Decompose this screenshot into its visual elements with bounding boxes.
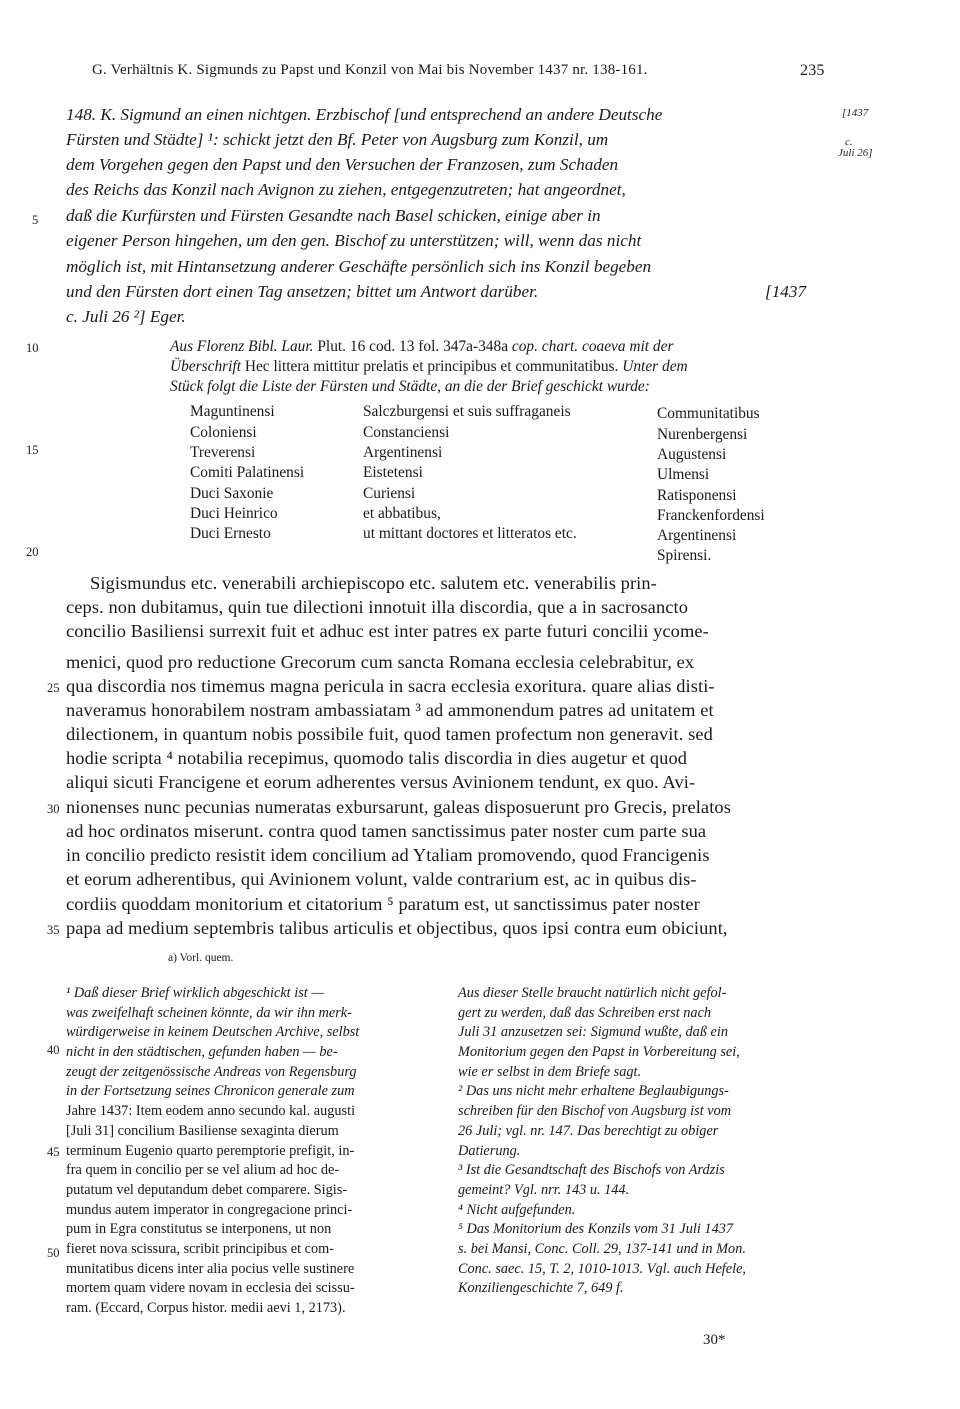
recipient: Maguntinensi [190, 403, 275, 420]
running-title: G. Verhältnis K. Sigmunds zu Papst und Konzil von Mai bis November 1437 nr. 138-161. [92, 62, 648, 78]
footnote-line: ² Das uns nicht mehr erhaltene Beglaubigungs- [458, 1083, 729, 1099]
line-number-35: 35 [47, 923, 60, 937]
footnote-line: ³ Ist die Gesandtschaft des Bischofs von Ardzis [458, 1162, 725, 1178]
footnote-line: Aus dieser Stelle braucht natürlich nicht gefol- [458, 985, 727, 1001]
line-number-50: 50 [47, 1246, 60, 1260]
recipient: Duci Heinrico [190, 505, 278, 522]
recipient: Augustensi [657, 446, 727, 463]
page-number: 235 [800, 62, 825, 79]
footnote-line: Jahre 1437: Item eodem anno secundo kal. augusti [66, 1103, 356, 1119]
footnote-line: Conc. saec. 15, T. 2, 1010-1013. Vgl. auch Hefele, [458, 1261, 747, 1277]
footnote-line: ram. (Eccard, Corpus histor. medii aevi 1, 2173). [66, 1300, 346, 1316]
regest-line: dem Vorgehen gegen den Papst und den Versuchen der Franzosen, zum Schaden [66, 155, 619, 174]
footnote-line: Datierung. [458, 1143, 521, 1159]
line-number-40: 40 [47, 1043, 60, 1057]
footnote-line: in der Fortsetzung seines Chronicon generale zum [66, 1083, 355, 1099]
margin-date-circa: c. [845, 136, 853, 148]
recipient: ut mittant doctores et litteratos etc. [363, 525, 577, 542]
footnote-line: putatum vel deputandum debet comparere. Sigis- [66, 1182, 348, 1198]
recipient: Constanciensi [363, 424, 450, 441]
recipient: Ulmensi [657, 466, 710, 483]
footnote-line: zeugt der zeitgenössische Andreas von Regensburg [66, 1064, 357, 1080]
recipient: Comiti Palatinensi [190, 464, 305, 481]
footnote-line: gert zu werden, daß das Schreiben erst nach [458, 1005, 712, 1021]
recipient: Franckenfordensi [657, 507, 765, 524]
footnote-line: mortem quam videre novam in ecclesia dei scissu- [66, 1280, 355, 1296]
letter-line: papa ad medium septembris talibus articulis et objectibus, quos ipsi contra eum obiciunt, [66, 918, 728, 938]
line-number-20: 20 [26, 545, 39, 559]
recipient: Duci Saxonie [190, 485, 274, 502]
footnote-line: fra quem in concilio per se vel alium ad hoc de- [66, 1162, 340, 1178]
letter-line: naveramus honorabilem nostram ambassiatam ³ ad ammonendum patres ad unitatem et [66, 700, 714, 720]
letter-line: menici, quod pro reductione Grecorum cum sancta Romana ecclesia celebrabitur, ex [66, 652, 695, 672]
footnote-line: mundus autem imperator in congregacione princi- [66, 1202, 353, 1218]
margin-date-year: [1437 [842, 107, 869, 119]
line-number-5: 5 [32, 213, 39, 227]
line-number-15: 15 [26, 443, 39, 457]
regest-bracket-date: [1437 [765, 282, 807, 301]
letter-line: qua discordia nos timemus magna pericula in sacra ecclesia exoritura. quare alias disti- [66, 676, 715, 696]
variant-note: a) Vorl. quem. [168, 952, 234, 964]
footnote-line: Juli 31 anzusetzen sei: Sigmund wußte, daß ein [458, 1024, 729, 1040]
regest-line: möglich ist, mit Hintansetzung anderer Geschäfte persönlich sich ins Konzil begeben [66, 257, 652, 276]
recipient: Duci Ernesto [190, 525, 271, 542]
regest-line: 148. K. Sigmund an einen nichtgen. Erzbischof [und entsprechend an andere Deutsche [66, 105, 663, 124]
letter-line: Sigismundus etc. venerabili archiepiscopo etc. salutem etc. venerabilis prin- [90, 573, 657, 593]
regest-line: des Reichs das Konzil nach Avignon zu ziehen, entgegenzutreten; hat angeordnet, [66, 180, 626, 199]
regest-line: und den Fürsten dort einen Tag ansetzen; bittet um Antwort darüber. [66, 282, 539, 301]
footnote-line: ⁵ Das Monitorium des Konzils vom 31 Juli 1437 [458, 1221, 734, 1237]
recipient: Ratisponensi [657, 487, 737, 504]
recipient: Curiensi [363, 485, 416, 502]
footnote-line: Konziliengeschichte 7, 649 f. [458, 1280, 624, 1296]
line-number-25: 25 [47, 681, 60, 695]
footnote-line: fieret nova scissura, scribit principibus et com- [66, 1241, 334, 1257]
margin-date-day: Juli 26] [838, 147, 873, 159]
recipient: Argentinensi [363, 444, 443, 461]
footnote-line: gemeint? Vgl. nrr. 143 u. 144. [458, 1182, 630, 1198]
letter-line: cordiis quoddam monitorium et citatorium ⁵ paratum est, ut sanctissimus pater noster [66, 894, 700, 914]
letter-line: hodie scripta ⁴ notabilia recepimus, quomodo talis discordia in dies augetur et quod [66, 748, 688, 768]
footnote-line: pum in Egra constitutus se interponens, ut non [66, 1221, 332, 1237]
source-line-3: Stück folgt die Liste der Fürsten und Städte, an die der Brief geschickt wurde: [170, 378, 650, 395]
regest-line: eigener Person hingehen, um den gen. Bischof zu unterstützen; will, wenn das nicht [66, 231, 642, 250]
footnote-line: was zweifelhaft scheinen könnte, da wir ihn merk- [66, 1005, 352, 1021]
footnote-line: würdigerweise in keinem Deutschen Archive, selbst [66, 1024, 360, 1040]
footnote-line: Monitorium gegen den Papst in Vorbereitung sei, [458, 1044, 740, 1060]
footnote-line: terminum Eugenio quarto peremptorie prefigit, in- [66, 1143, 355, 1159]
footnote-line: 26 Juli; vgl. nr. 147. Das berechtigt zu obiger [458, 1123, 719, 1139]
letter-line: in concilio predicto resistit idem concilium ad Ytaliam promovendo, quod Francigenis [66, 845, 710, 865]
source-line-1: Aus Florenz Bibl. Laur. Plut. 16 cod. 13 fol. 347a-348a cop. chart. coaeva mit der [170, 338, 674, 355]
line-number-45: 45 [47, 1145, 60, 1159]
letter-line: concilio Basiliensi surrexit fuit et adhuc est inter patres ex parte futuri concilii ycome- [66, 621, 709, 641]
line-number-10: 10 [26, 341, 39, 355]
footnote-line: munitatibus dicens inter alia pocius velle sustinere [66, 1261, 355, 1277]
recipient: Spirensi. [657, 547, 712, 564]
letter-line: aliqui sicuti Francigene et eorum adherentes versus Avinionem tendunt, ex quo. Avi- [66, 772, 696, 792]
recipient: Nurenbergensi [657, 426, 748, 443]
footnote-line: s. bei Mansi, Conc. Coll. 29, 137-141 und in Mon. [458, 1241, 746, 1257]
letter-line: ad hoc ordinatos miserunt. contra quod tamen sanctissimus pater noster cum parte sua [66, 821, 707, 841]
source-line-2: Überschrift Hec littera mittitur prelatis et principibus et communitatibus. Unter dem [170, 358, 688, 375]
footnote-line: ⁴ Nicht aufgefunden. [458, 1202, 576, 1218]
footnote-line: [Juli 31] concilium Basiliense sexaginta dierum [66, 1123, 339, 1139]
line-number-30: 30 [47, 802, 60, 816]
regest-line: Fürsten und Städte] ¹: schickt jetzt den Bf. Peter von Augsburg zum Konzil, um [66, 130, 609, 149]
regest-line: c. Juli 26 ²] Eger. [66, 307, 186, 326]
recipient: et abbatibus, [363, 505, 441, 522]
letter-line: ceps. non dubitamus, quin tue dilectioni innotuit illa discordia, que a in sacrosancto [66, 597, 689, 617]
letter-line: et eorum adherentibus, qui Avinionem volunt, valde contrarium est, ac in quibus dis- [66, 869, 697, 889]
letter-line: dilectionem, in quantum nobis possibile fuit, quod tamen profectum non generavit. sed [66, 724, 713, 744]
recipient: Eistetensi [363, 464, 423, 481]
regest-line: daß die Kurfürsten und Fürsten Gesandte nach Basel schicken, einige aber in [66, 206, 601, 225]
recipient: Salczburgensi et suis suffraganeis [363, 403, 571, 420]
recipient: Coloniensi [190, 424, 257, 441]
footnote-line: wie er selbst in dem Briefe sagt. [458, 1064, 642, 1080]
recipient: Argentinensi [657, 527, 737, 544]
recipient: Treverensi [190, 444, 256, 461]
signature-mark: 30* [703, 1332, 726, 1348]
footnote-line: ¹ Daß dieser Brief wirklich abgeschickt ist — [66, 985, 325, 1001]
recipient: Communitatibus [657, 405, 760, 422]
letter-line: nionenses nunc pecunias numeratas exbursarunt, galeas disposuerunt pro Grecis, prelatos [66, 797, 731, 817]
footnote-line: nicht in den städtischen, gefunden haben — be- [66, 1044, 338, 1060]
footnote-line: schreiben für den Bischof von Augsburg ist vom [458, 1103, 732, 1119]
